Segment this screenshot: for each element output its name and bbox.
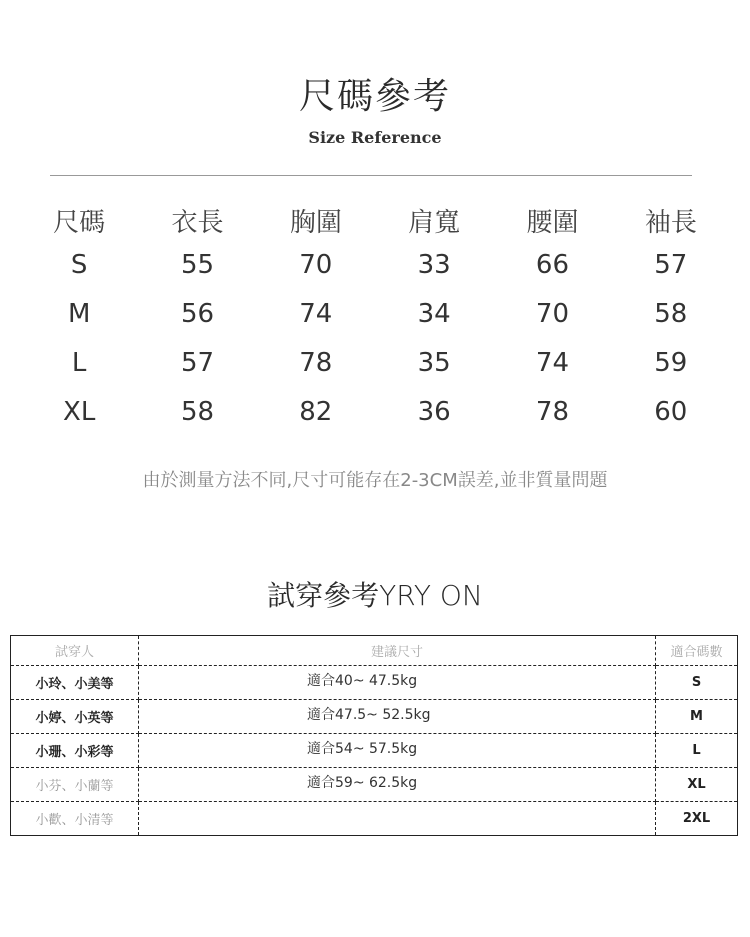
size-table-header bbox=[20, 200, 730, 240]
cell-chest: 74 bbox=[299, 298, 333, 329]
column-header-size: 尺碼 bbox=[53, 207, 106, 238]
tryon-table bbox=[10, 635, 738, 836]
column-header-person: 試穿人 bbox=[11, 636, 139, 666]
cell-sleeve: 57 bbox=[654, 249, 688, 280]
cell-weight-range bbox=[139, 802, 656, 836]
cell-sleeve: 58 bbox=[654, 298, 688, 329]
cell-fit-size: 2XL bbox=[682, 811, 711, 826]
cell-waist: 78 bbox=[535, 396, 570, 427]
cell-weight-range: 適合59~ 62.5kg bbox=[139, 768, 656, 802]
table-row bbox=[20, 289, 730, 338]
column-header-waist: 腰圍 bbox=[526, 207, 579, 238]
cell-size: XL bbox=[63, 396, 96, 427]
cell-shoulder: 36 bbox=[417, 396, 451, 427]
cell-fit-size: M bbox=[656, 700, 738, 734]
table-row bbox=[11, 768, 738, 802]
cell-size: L bbox=[71, 347, 87, 378]
page-title: 尺碼參考 bbox=[298, 76, 451, 117]
cell-person: 小婷、小英等 bbox=[11, 700, 139, 734]
cell-person: 小芬、小蘭等 bbox=[11, 768, 139, 802]
cell-waist: 70 bbox=[535, 298, 570, 329]
page-subtitle: Size Reference bbox=[308, 128, 442, 147]
column-header-shoulder: 肩寬 bbox=[408, 207, 461, 238]
cell-length: 58 bbox=[180, 396, 215, 427]
cell-length: 55 bbox=[180, 249, 215, 280]
divider bbox=[50, 175, 692, 176]
cell-fit-size: XL bbox=[656, 768, 738, 802]
table-row bbox=[11, 734, 738, 768]
cell-chest: 82 bbox=[299, 396, 333, 427]
column-header-sleeve: 袖長 bbox=[644, 207, 697, 238]
cell-shoulder: 34 bbox=[417, 298, 451, 329]
cell-weight-range: 適合54~ 57.5kg bbox=[139, 734, 656, 768]
cell-person: 小珊、小彩等 bbox=[11, 734, 139, 768]
cell-weight-range: 適合47.5~ 52.5kg bbox=[139, 700, 656, 734]
table-row bbox=[11, 700, 738, 734]
cell-chest: 70 bbox=[299, 249, 333, 280]
size-table bbox=[20, 200, 730, 436]
tryon-table-header bbox=[11, 636, 738, 666]
cell-chest: 78 bbox=[299, 347, 333, 378]
column-header-suggested-size: 建議尺寸 bbox=[139, 636, 656, 666]
column-header-length: 衣長 bbox=[171, 207, 224, 238]
cell-person: 小玲、小美等 bbox=[11, 666, 139, 700]
cell-weight-range: 適合40~ 47.5kg bbox=[139, 666, 656, 700]
cell-fit-size: S bbox=[656, 666, 738, 700]
table-row bbox=[20, 240, 730, 289]
cell-length: 56 bbox=[180, 298, 215, 329]
column-header-chest: 胸圍 bbox=[289, 207, 342, 238]
cell-waist: 66 bbox=[535, 249, 570, 280]
cell-sleeve: 59 bbox=[654, 347, 688, 378]
cell-size: S bbox=[70, 249, 88, 280]
cell-person: 小歡、小清等 bbox=[11, 802, 139, 836]
cell-shoulder: 35 bbox=[417, 347, 451, 378]
cell-fit-size: L bbox=[656, 734, 738, 768]
measurement-note: 由於測量方法不同,尺寸可能存在2-3CM誤差,並非質量問題 bbox=[142, 470, 608, 491]
tryon-title: 試穿參考YRY ON bbox=[267, 579, 483, 612]
cell-sleeve: 60 bbox=[654, 396, 688, 427]
cell-shoulder: 33 bbox=[417, 249, 451, 280]
table-row bbox=[11, 666, 738, 700]
cell-size: M bbox=[67, 298, 91, 329]
table-row bbox=[11, 802, 738, 836]
table-row bbox=[20, 338, 730, 387]
cell-length: 57 bbox=[180, 347, 215, 378]
table-row bbox=[20, 387, 730, 436]
cell-waist: 74 bbox=[535, 347, 570, 378]
column-header-fit-size: 適合碼數 bbox=[656, 636, 738, 666]
